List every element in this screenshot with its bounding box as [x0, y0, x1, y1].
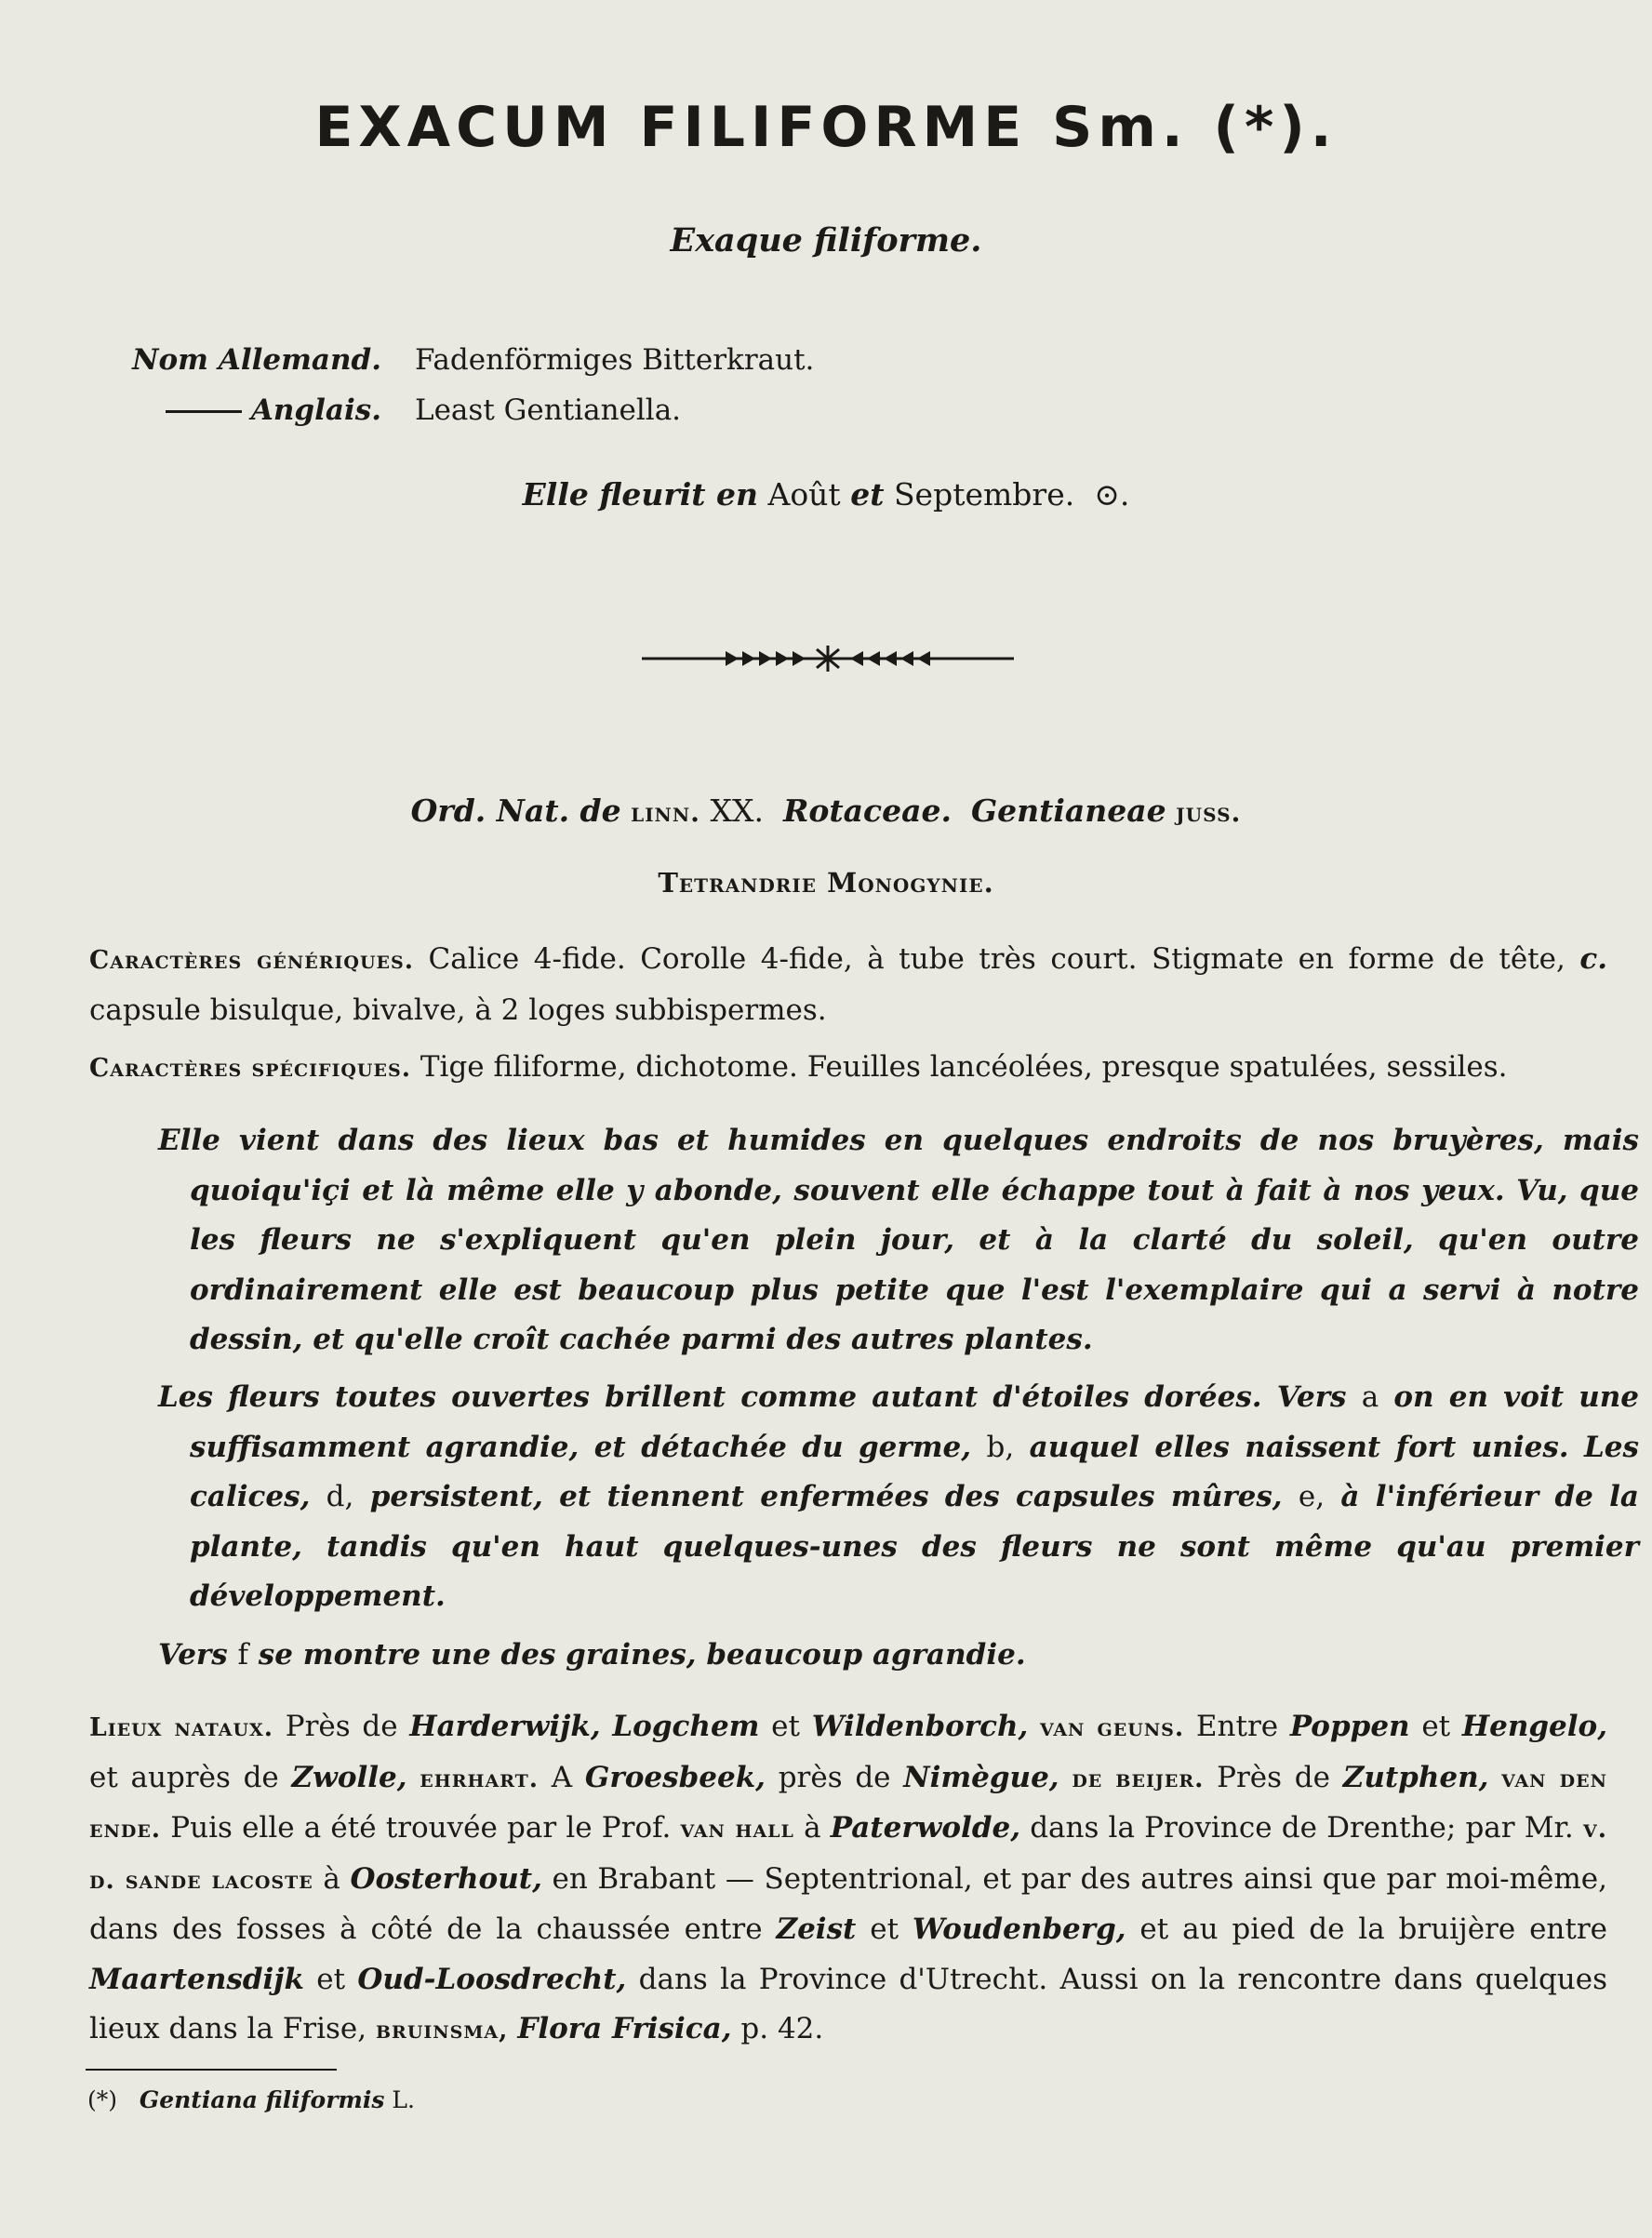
common-name-value: Fadenförmiges Bitterkraut.: [415, 343, 815, 377]
common-name-row: [93, 385, 814, 435]
section-label: Lieux nataux.: [89, 1713, 274, 1742]
footnote-mark: (*): [87, 2086, 118, 2113]
section-label: Caractères génériques.: [89, 946, 415, 975]
common-name-value: Least Gentianella.: [415, 393, 682, 427]
footnote-rule: [86, 2069, 337, 2071]
common-name-label: Nom Allemand.: [132, 343, 381, 377]
localities-paragraph: Lieux nataux. Près de Harderwijk, Logchem et Wildenborch, van geuns. Entre Poppen et Hengelo, et auprès de Zwolle, ehrhart. A Groesbeek, près de Nimègue, de beijer. Près de Zutphen, van den ende. Puis elle a été trouvée par le Prof. van hall à Paterwolde, dans la Province de Drenthe; par Mr. v. d. sande lacoste à Oosterhout, en Brabant — Septentrional, et par des autres ainsi que par moi-même, dans des fosses à côté de la chaussée entre Zeist et Woudenberg, et au pied de la bruijère entre Maartensdijk et Oud-Loosdrecht, dans la Province d'Utrecht. Aussi on la rencontre dans quelques lieux dans la Frise, bruinsma, Flora Frisica, p. 42.: [89, 1710, 1608, 2045]
common-names: [93, 335, 814, 435]
ornament-divider: [642, 642, 1014, 675]
flowering-line: Elle fleurit en Août et Septembre. ⊙.: [522, 476, 1130, 513]
natural-order: Ord. Nat. de linn. XX. Rotaceae. Gentianeae juss.: [410, 793, 1242, 829]
common-name-label: Anglais.: [93, 385, 381, 435]
ditto-dash: [166, 410, 242, 413]
common-name-row: [93, 335, 814, 385]
specific-characters: Caractères spécifiques. Tige filiforme, dichotome. Feuilles lancéolées, presque spatulées, sessiles.: [89, 1050, 1508, 1084]
page-title: EXACUM FILIFORME Sm. (*).: [314, 95, 1338, 160]
footnote: (*) Gentiana filiformis L.: [87, 2086, 415, 2113]
page-subtitle: Exaque filiforme.: [670, 221, 982, 260]
annual-symbol: ⊙.: [1094, 476, 1130, 513]
section-label: Caractères spécifiques.: [89, 1054, 411, 1083]
linnean-class: Tetrandrie Monogynie.: [658, 867, 994, 899]
description-paragraph: Elle vient dans des lieux bas et humides en quelques endroits de nos bruyères, mais quoiqu'içi et là même elle y abonde, souvent elle échappe tout à fait à nos yeux. Vu, que les fleurs ne s'expliquent qu'en plein jour, et à la clarté du soleil, qu'en outre ordinairement elle est beaucoup plus petite que l'est l'exemplaire qui a servi à notre dessin, et qu'elle croît cachée parmi des autres plantes.: [158, 1124, 1639, 1356]
description-paragraph: Les fleurs toutes ouvertes brillent comme autant d'étoiles dorées. Vers a on en voit une suffisamment agrandie, et détachée du germe, b, auquel elles naissent fort unies. Les calices, d, persistent, et tiennent enfermées des capsules mûres, e, à l'inférieur de la plante, tandis qu'en haut quelques-unes des fleurs ne sont même qu'au premier développement.: [158, 1380, 1640, 1613]
generic-characters: Caractères génériques. Calice 4-fide. Corolle 4-fide, à tube très court. Stigmate en forme de tête, c. capsule bisulque, bivalve, à 2 loges subbispermes.: [89, 942, 1608, 1027]
description-paragraph: Vers f se montre une des graines, beaucoup agrandie.: [158, 1638, 1026, 1672]
